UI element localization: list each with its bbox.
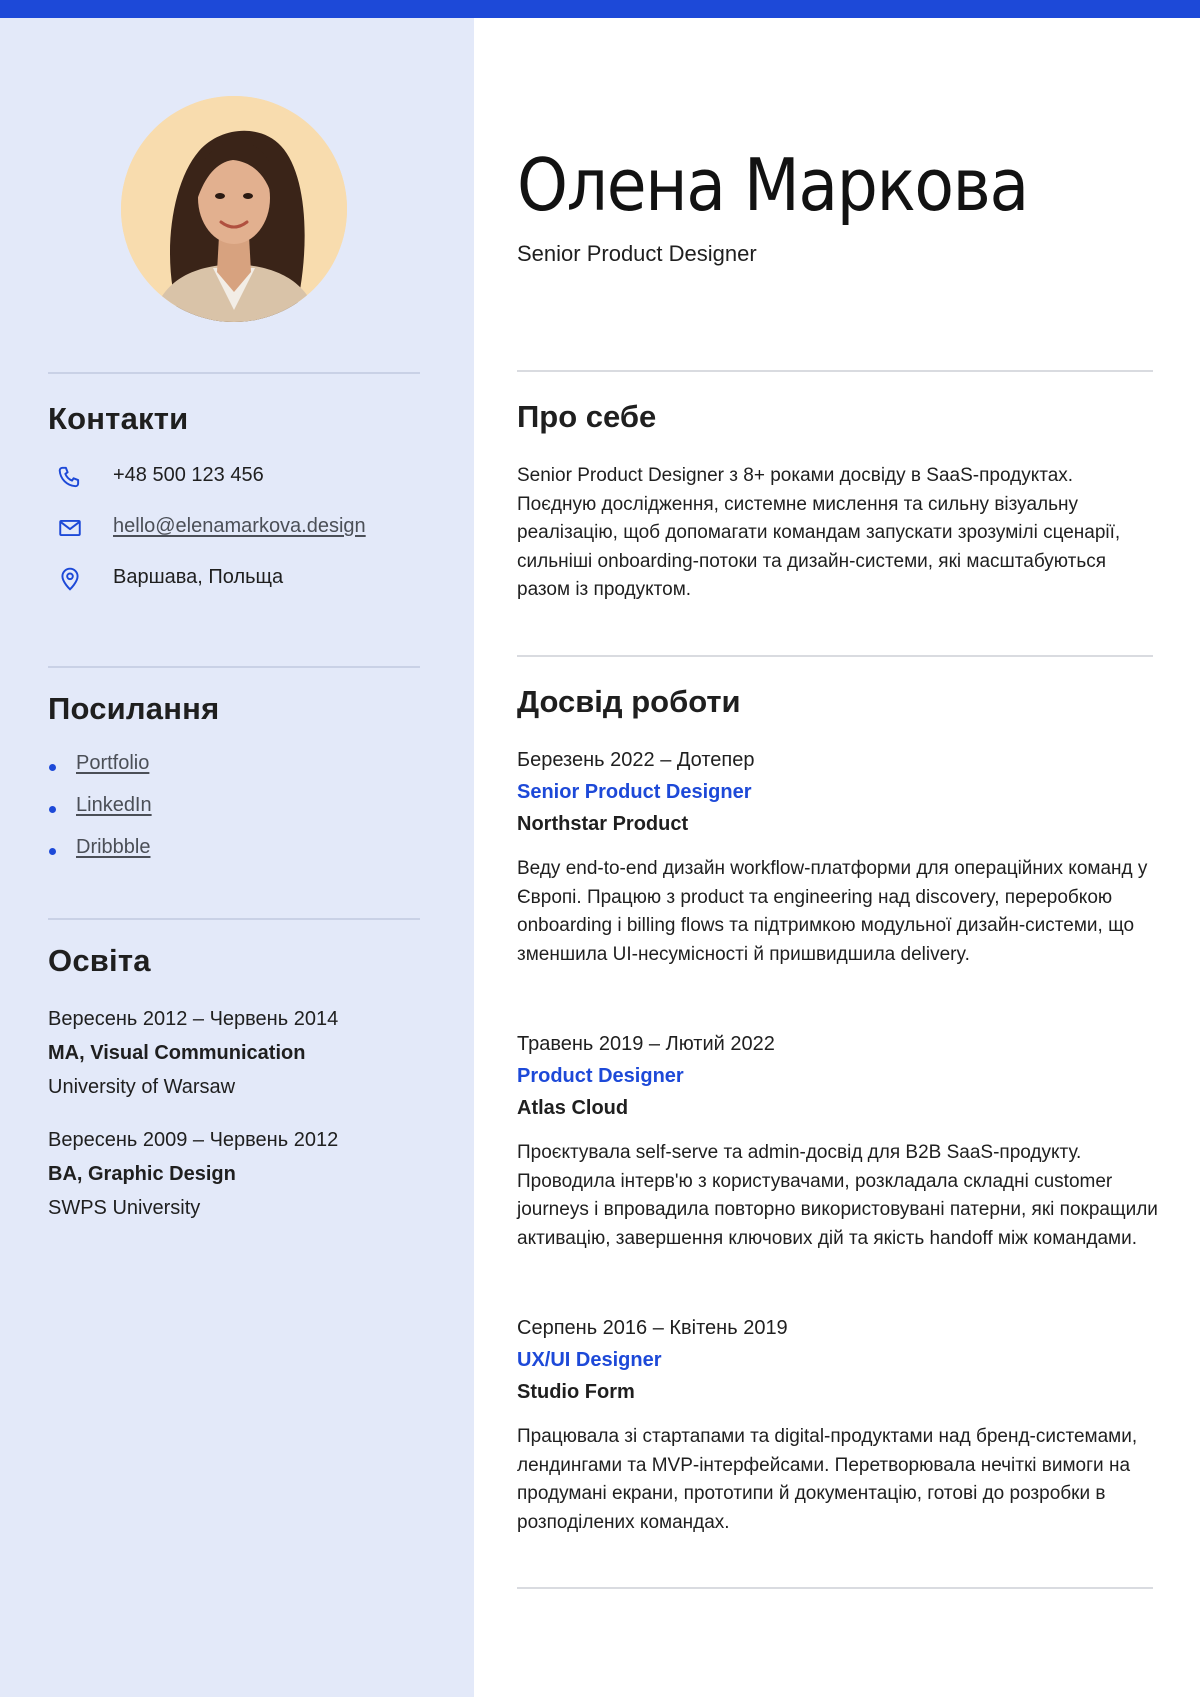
job-company: Studio Form xyxy=(517,1381,635,1403)
education-entry xyxy=(48,1008,448,1110)
job-title: Senior Product Designer xyxy=(517,241,757,266)
links-list xyxy=(48,752,152,878)
job-period: Березень 2022 – Дотепер xyxy=(517,749,755,771)
divider xyxy=(517,370,1153,372)
dribbble-link[interactable]: Dribbble xyxy=(76,836,151,858)
job-entry xyxy=(517,1317,1167,1537)
job-company: Northstar Product xyxy=(517,813,689,835)
job-role: Senior Product Designer xyxy=(517,781,752,803)
job-entry xyxy=(517,749,1167,969)
education-entry xyxy=(48,1129,448,1231)
job-period: Травень 2019 – Лютий 2022 xyxy=(517,1033,775,1055)
email-link[interactable]: hello@elenamarkova.design xyxy=(113,515,366,537)
linkedin-link[interactable]: LinkedIn xyxy=(76,794,152,816)
location-text: Варшава, Польща xyxy=(113,566,284,588)
experience-heading: Досвід роботи xyxy=(517,684,741,719)
job-role: Product Designer xyxy=(517,1065,684,1087)
education-dates: Вересень 2012 – Червень 2014 xyxy=(48,1008,339,1030)
divider xyxy=(517,1587,1153,1589)
list-item xyxy=(48,794,152,836)
phone-icon xyxy=(56,463,84,491)
contacts-heading: Контакти xyxy=(48,401,189,436)
bullet-icon xyxy=(49,806,56,813)
job-description: Проєктувала self-serve та admin-досвід для B2B SaaS-продукту. Проводила інтерв'ю з користувачами, розкладала складні customer journeys і впровадила повторно використовувані патерни, які покращили активацію, завершення ключових дій та якість handoff між командами. xyxy=(517,1142,1158,1249)
list-item xyxy=(48,752,152,794)
contact-location xyxy=(56,564,284,594)
job-period: Серпень 2016 – Квітень 2019 xyxy=(517,1317,788,1339)
job-role: UX/UI Designer xyxy=(517,1349,662,1371)
portfolio-link[interactable]: Portfolio xyxy=(76,752,150,774)
divider xyxy=(48,666,420,668)
job-description: Працювала зі стартапами та digital-продуктами над бренд-системами, лендингами та MVP-інтерфейсами. Перетворювала нечіткі вимоги на продумані екрани, прототипи й документацію, готові до розробки в розподілених командах. xyxy=(517,1426,1138,1533)
avatar xyxy=(121,96,347,322)
job-description: Веду end-to-end дизайн workflow-платформи для операційних команд у Європі. Працюю з product та engineering над discovery, переробкою onboarding і billing flows та підтримкою модульної дизайн-системи, що зменшила UI-несумісності й пришвидшила delivery. xyxy=(517,858,1148,965)
sidebar xyxy=(0,18,474,1697)
list-item xyxy=(48,836,152,878)
location-pin-icon xyxy=(56,565,84,593)
education-school: University of Warsaw xyxy=(48,1076,236,1098)
divider xyxy=(48,918,420,920)
person-name: Олена Маркова xyxy=(517,143,1028,227)
links-heading: Посилання xyxy=(48,691,220,726)
job-company: Atlas Cloud xyxy=(517,1097,629,1119)
bullet-icon xyxy=(49,848,56,855)
education-heading: Освіта xyxy=(48,943,151,978)
bullet-icon xyxy=(49,764,56,771)
contact-phone xyxy=(56,462,264,492)
profile-photo xyxy=(121,96,347,322)
phone-number[interactable]: +48 500 123 456 xyxy=(113,464,264,486)
top-accent-bar xyxy=(0,0,1200,18)
job-entry xyxy=(517,1033,1167,1253)
divider xyxy=(48,372,420,374)
education-dates: Вересень 2009 – Червень 2012 xyxy=(48,1129,339,1151)
contact-email xyxy=(56,513,366,543)
about-text: Senior Product Designer з 8+ роками досвіду в SaaS-продуктах. Поєдную дослідження, системне мислення та сильну візуальну реалізацію, щоб допомагати командам запускати зрозумілі сценарії, сильніші onboarding-потоки та дизайн-системи, які масштабуються разом із продуктом. xyxy=(517,465,1121,600)
education-degree: BA, Graphic Design xyxy=(48,1163,236,1185)
main-content xyxy=(474,18,1200,1697)
divider xyxy=(517,655,1153,657)
mail-icon xyxy=(56,514,84,542)
education-degree: MA, Visual Communication xyxy=(48,1042,306,1064)
about-heading: Про себе xyxy=(517,399,657,434)
education-school: SWPS University xyxy=(48,1197,201,1219)
